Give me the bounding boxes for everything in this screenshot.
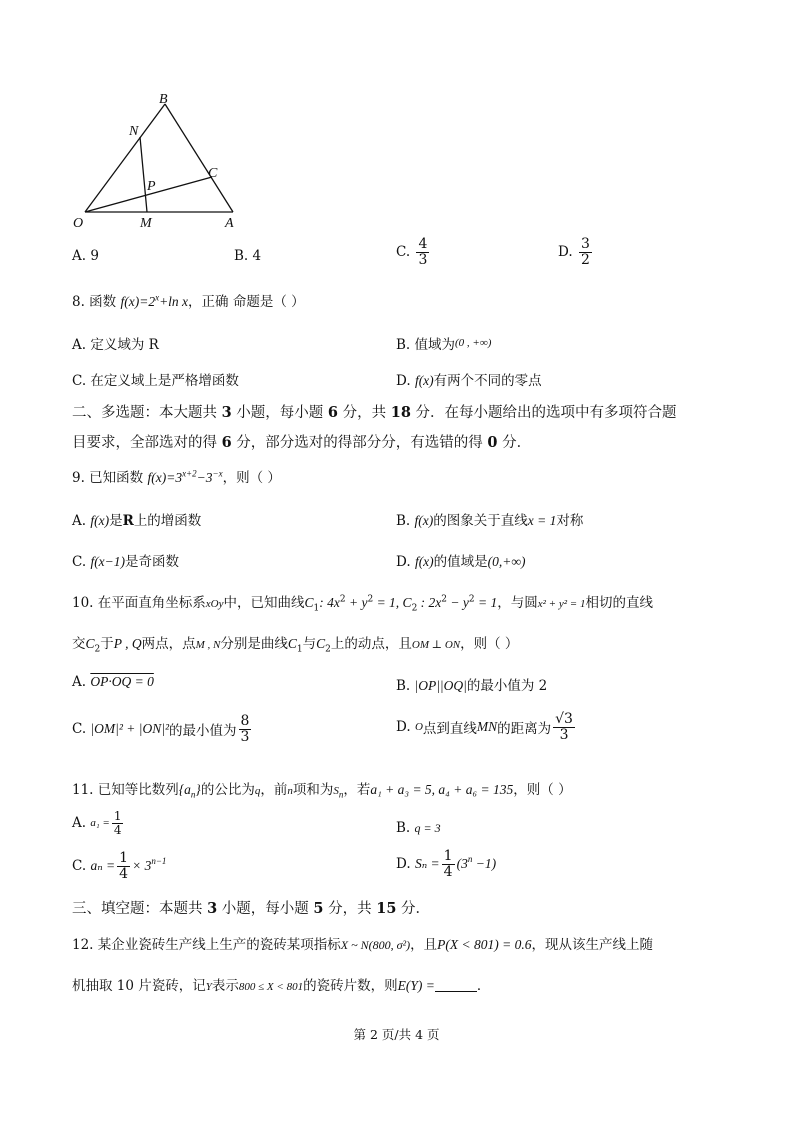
q9-stem: 9. 已知函数 $f(x)=3^{x+2}-3^{-x}$，则（ ） (72, 468, 281, 486)
option-label: C. (396, 244, 411, 261)
point-label-M: M (140, 216, 152, 231)
q11-option-d[interactable]: D. Sₙ = $\frac{1}{4}$ $(3^n -1)$ (396, 848, 497, 880)
q10-option-d[interactable]: D. O点到直线MN的距离为 $\frac{√3}{3}$ (396, 711, 573, 743)
segment-OB (85, 104, 165, 212)
q8-suffix: ，正确 命题是（ ） (188, 294, 305, 310)
q7-option-c[interactable] (396, 237, 431, 267)
point-label-P: P (147, 179, 156, 194)
numerator: 4 (418, 236, 428, 252)
q7-option-a[interactable]: A. 9 (72, 248, 99, 264)
page-footer: 第 2 页/共 4 页 (353, 1027, 440, 1042)
math: (0 , +∞) (455, 337, 492, 349)
fraction (579, 237, 592, 267)
option-label: D. (396, 373, 411, 389)
q10-option-a[interactable]: A. OP·OQ = 0 (72, 674, 154, 690)
q11-option-c[interactable]: C. aₙ = $\frac{1}{4}$ × $3^{n-1}$ (72, 850, 167, 882)
math: f(x) (414, 373, 434, 388)
q8-exp: x (155, 292, 160, 303)
q8-func: f(x)=2 (120, 294, 156, 309)
q8-option-b[interactable] (396, 333, 491, 353)
q8-option-d[interactable] (396, 369, 542, 389)
section2-heading-line2: 目要求，全部选对的得 6 分，部分选对的得部分分，有选错的得 0 分． (72, 434, 532, 451)
point-label-O: O (73, 216, 84, 231)
section3-heading: 三、填空题：本题共 3 小题，每小题 5 分，共 15 分． (72, 900, 431, 917)
segment-BA (165, 104, 233, 212)
q8-option-c[interactable]: C. 在定义域上是严格增函数 (72, 373, 239, 389)
option-label: D. (558, 244, 573, 261)
q10-option-b[interactable]: B. |OP||OQ|的最小值为 2 (396, 678, 548, 694)
point-label-B: B (159, 92, 168, 107)
q9-option-d[interactable]: D. f(x)的值域是(0,+∞) (396, 554, 526, 570)
q8-func-rest: +ln x (159, 294, 189, 309)
numerator: 3 (580, 236, 590, 252)
option-text: 有两个不同的零点 (433, 373, 542, 389)
option-label: B. 值域为 (396, 337, 456, 353)
q12-stem-line1: 12. 某企业瓷砖生产线上生产的瓷砖某项指标X ~ N(800, σ²)，且P(X < 801) = 0.6，现从该生产线上随 (72, 937, 653, 953)
q8-stem (72, 290, 305, 310)
q7-option-d[interactable] (558, 237, 594, 267)
section2-heading-line1: 二、多选题：本大题共 3 小题，每小题 6 分，共 18 分．在每小题给出的选项中有多项符合题 (72, 404, 677, 421)
point-label-A: A (225, 216, 234, 231)
q9-option-c[interactable]: C. f(x−1)是奇函数 (72, 554, 180, 570)
q8-prefix: 8. 函数 (72, 294, 117, 310)
q12-stem-line2: 机抽取 10 片瓷砖，记Y表示800 ≤ X < 801的瓷砖片数，则E(Y) = ． (72, 978, 491, 994)
answer-blank[interactable] (435, 979, 477, 992)
triangle-figure (60, 88, 260, 238)
q9-option-b[interactable]: B. f(x)的图象关于直线x = 1对称 (396, 513, 584, 529)
segment-NM (140, 137, 147, 212)
point-label-C: C (208, 166, 218, 181)
q10-stem-line2: 交$C_2$于P , Q两点，点M , N分别是曲线$C_1$与$C_2$上的动点，且OM ⊥ ON，则（ ） (72, 636, 519, 655)
denominator: 3 (418, 251, 428, 268)
fraction (416, 237, 429, 267)
q10-option-c[interactable]: C. |OM|² + |ON|²的最小值为 $\frac{8}{3}$ (72, 713, 250, 745)
q7-option-b[interactable]: B. 4 (234, 248, 262, 264)
q11-stem: 11. 已知等比数列$\{a_n\}$的公比为q，前n项和为$S_n$，若a₁ + a₃ = 5, a₄ + a₆ = 135，则（ ） (72, 782, 572, 800)
denominator: 2 (580, 251, 590, 268)
q8-option-a[interactable]: A. 定义域为 R (72, 337, 159, 353)
point-label-N: N (129, 124, 139, 139)
q9-option-a[interactable]: A. f(x)是R上的增函数 (72, 513, 202, 529)
q11-option-b[interactable]: B. q = 3 (396, 820, 441, 836)
q10-stem-line1: 10. 在平面直角坐标系xOy中，已知曲线$C_1$: $4x^2 + y^2 = 1$, $C_2$ : $2x^2 - y^2 = 1$，与圆x² + y² = 1相切的直线 (72, 594, 653, 614)
q11-option-a[interactable]: A. a₁ = $\frac{1}{4}$ (72, 809, 122, 837)
